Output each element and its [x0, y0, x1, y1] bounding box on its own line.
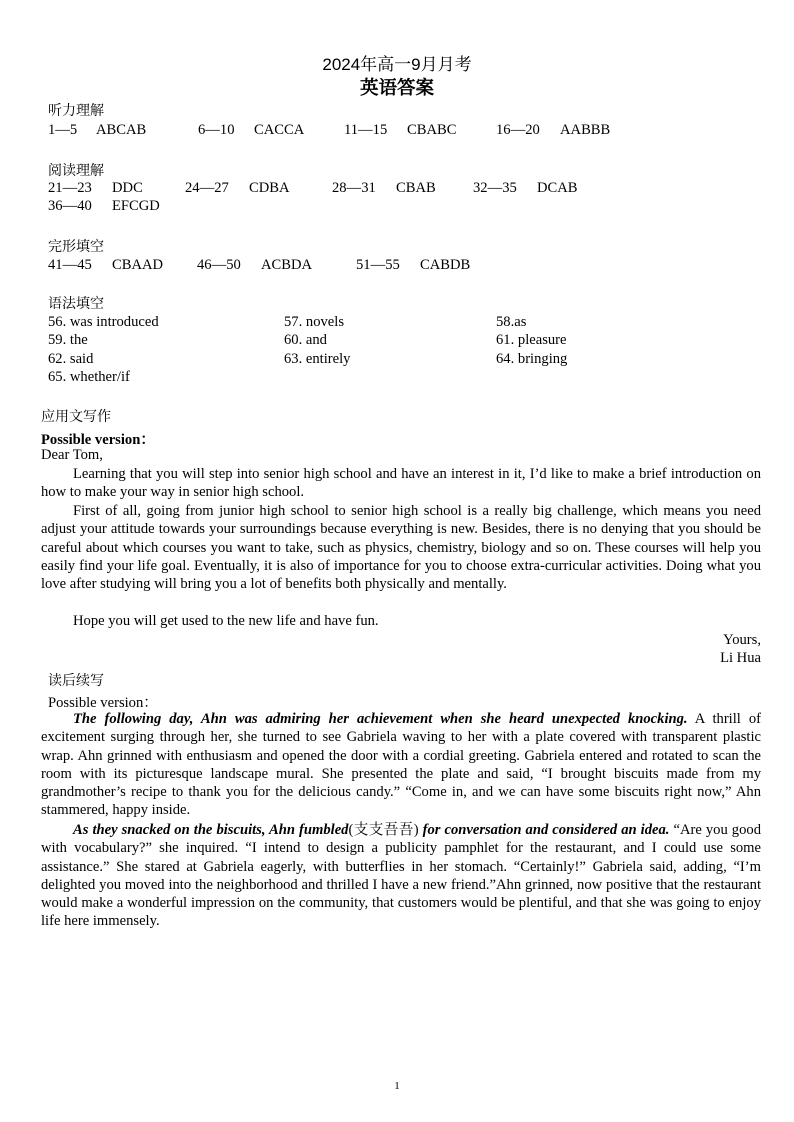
letter-greeting: Dear Tom,: [41, 447, 103, 463]
grammar-answer: 65. whether/if: [48, 369, 130, 385]
page-number: 1: [394, 1080, 400, 1092]
answer-range: 36—40: [48, 198, 92, 214]
grammar-answer: 57. novels: [284, 314, 344, 330]
letter-paragraph: Learning that you will step into senior high school and have an interest in it, I’d like to make a brief introduction on how to make your way in senior high school.: [41, 466, 761, 501]
writing-version-label: Possible version：: [41, 432, 155, 448]
story-paragraph: [41, 821, 761, 931]
answer-letters: AABBB: [560, 122, 611, 138]
answer-letters: DCAB: [537, 180, 578, 196]
letter-paragraph: Hope you will get used to the new life and have fun.: [73, 613, 379, 629]
letter-closing: Yours,: [723, 632, 761, 648]
answer-letters: CBABC: [407, 122, 457, 138]
answer-letters: CABDB: [420, 257, 471, 273]
letter-signature: Li Hua: [720, 650, 761, 666]
paragraph-lead-sentence: As they snacked on the biscuits, Ahn fumbled: [73, 822, 349, 838]
answer-letters: ACBDA: [261, 257, 313, 273]
answer-range: 6—10: [198, 122, 235, 138]
paragraph-lead-sentence: The following day, Ahn was admiring her achievement when she heard unexpected knocking.: [73, 711, 688, 727]
answer-letters: CBAAD: [112, 257, 164, 273]
grammar-answer: 59. the: [48, 332, 88, 348]
grammar-answer: 62. said: [48, 351, 94, 367]
answer-range: 41—45: [48, 257, 92, 273]
answer-letters: CACCA: [254, 122, 305, 138]
grammar-answer: 61. pleasure: [496, 332, 567, 348]
grammar-answer: 64. bringing: [496, 351, 568, 367]
story-paragraph: [41, 710, 761, 820]
answer-key-title: 英语答案: [359, 78, 434, 99]
grammar-answer: 63. entirely: [284, 351, 351, 367]
answer-range: 21—23: [48, 180, 92, 196]
answer-letters: CBAB: [396, 180, 436, 196]
answer-range: 51—55: [356, 257, 400, 273]
answer-range: 11—15: [344, 122, 388, 138]
paragraph-lead-sentence-end: for conversation and considered an idea.: [418, 822, 670, 838]
writing-heading: 应用文写作: [41, 409, 111, 425]
paragraph-body: A thrill of excitement surging through her, she turned to see Gabriela waving to her with a plate covered with transparent plastic wrap. Ahn grinned with enthusiasm and opened the door with a cordial greeting. Gabriela entered and rotated to scan the room with its picturesque landscape mural. She presented the plate and said, “I brought biscuits made from my grandmother’s recipe to thank you for the delicious candy.” “Come in, and we can have some biscuits right now,” Ahn stammered, happy inside.: [41, 711, 761, 819]
continuation-heading: 读后续写: [48, 673, 104, 689]
continuation-version-label: Possible version：: [48, 695, 158, 711]
answer-letters: EFCGD: [112, 198, 160, 214]
answer-letters: CDBA: [249, 180, 290, 196]
answer-range: 32—35: [473, 180, 517, 196]
answer-letters: DDC: [112, 180, 143, 196]
answer-range: 1—5: [48, 122, 78, 138]
grammar-heading: 语法填空: [48, 296, 104, 312]
grammar-answer: 56. was introduced: [48, 314, 159, 330]
answer-range: 16—20: [496, 122, 540, 138]
exam-title: 2024年高一9月月考: [322, 55, 472, 74]
answer-range: 46—50: [197, 257, 241, 273]
answer-range: 28—31: [332, 180, 376, 196]
chinese-gloss: (支支吾吾): [348, 822, 419, 838]
answer-letters: ABCAB: [96, 122, 147, 138]
reading-heading: 阅读理解: [48, 163, 104, 179]
answer-range: 24—27: [185, 180, 229, 196]
cloze-heading: 完形填空: [48, 239, 104, 255]
grammar-answer: 58.as: [496, 314, 527, 330]
paragraph-body: “Are you good with vocabulary?” she inquired. “I intend to design a publicity pamphlet for the restaurant, and I could use some assistance.” She stared at Gabriela eagerly, with butterflies in her stomach. “Certainly!” Gabriela said, adding, “I’m delighted you moved into the neighborhood and thrilled I have a new friend.”Ahn grinned, now positive that the restaurant would make a wonderful impression on the community, that customers would be plentiful, and that she was going to enjoy life here immensely.: [41, 822, 761, 930]
letter-paragraph: First of all, going from junior high school to senior high school is a really big challenge, which means you need adjust your attitude towards your surroundings because everything is new. Besides, there is no denying that you should be careful about which courses you want to take, such as physics, chemistry, biology and so on. These courses will help you easily find your life goal. Eventually, it is also of importance for you to choose extra-curricular activities. Doing what you love after studying will bring you a lot of benefits both physically and mentally.: [41, 503, 761, 593]
listening-heading: 听力理解: [48, 103, 104, 119]
grammar-answer: 60. and: [284, 332, 327, 348]
